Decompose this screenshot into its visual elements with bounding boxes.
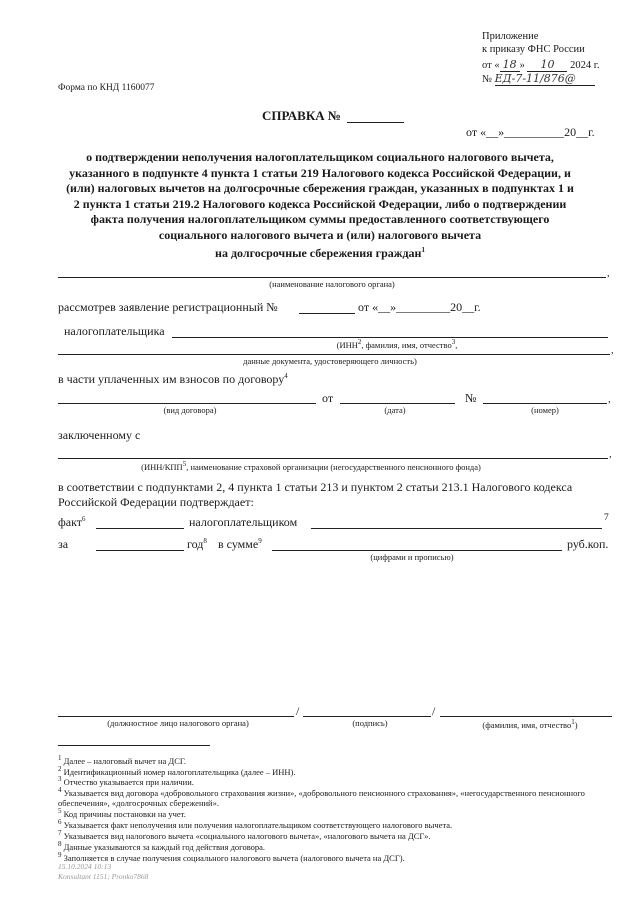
fn-ref-7: 7 [604, 513, 609, 523]
contract-number-field[interactable] [483, 403, 607, 404]
no-label: № [465, 391, 477, 405]
document-field[interactable] [58, 354, 610, 355]
fact-text: факт [58, 515, 83, 529]
sum-text: в сумме [218, 537, 259, 551]
sum-label [218, 537, 262, 552]
insurer-caption [136, 460, 486, 472]
fio-field[interactable] [440, 716, 612, 717]
comma: , [609, 449, 612, 460]
footnote-num: 8 [58, 840, 62, 848]
heading-line-2: указанного в подпункте 4 пункта 1 статьи 219 Налогового кодекса Российской Федерации, и [69, 165, 571, 180]
appendix-year: 2024 г. [570, 60, 600, 71]
amount-caption: (цифрами и прописью) [370, 552, 454, 562]
footnote-text: Отчество указывается при наличии. [63, 776, 194, 787]
footnote-num: 4 [58, 785, 62, 794]
appendix-number-prefix: № [482, 74, 493, 85]
appendix-month: 10 [540, 58, 555, 71]
fact-label [58, 515, 86, 530]
comma: , [607, 268, 610, 279]
document-caption: данные документа, удостоверяющего личность) [243, 356, 417, 366]
footnote-9 [58, 850, 618, 863]
footnote-num: 6 [58, 818, 62, 826]
comma: , [611, 345, 614, 356]
accordance-line-2: Российской Федерации подтверждает: [58, 495, 254, 509]
footnote-num: 7 [58, 829, 62, 837]
insurer-field[interactable] [58, 458, 608, 459]
year-field[interactable] [96, 550, 184, 551]
heading-line-6: социального налогового вычета и (или) налогового вычета [158, 227, 482, 242]
considered-label: рассмотрев заявление регистрационный № [58, 300, 278, 314]
footnote-separator [58, 745, 210, 746]
footnote-text: Код причины постановки на учет. [63, 808, 186, 819]
caption-comma: , [455, 339, 458, 350]
contract-type-caption: (вид договора) [163, 405, 217, 415]
deduction-type-field[interactable] [311, 528, 602, 529]
fn-ref-4: 4 [284, 372, 288, 380]
inn-fio-pre: (ИНН [336, 339, 358, 350]
tax-authority-field[interactable] [58, 277, 606, 278]
footnote-text: Заполняется в случае получения социального налогового вычета (налогового вычета на ДСГ). [63, 852, 405, 863]
heading-line-7-text: на долгосрочные сбережения граждан [215, 246, 422, 260]
signature-field[interactable] [303, 716, 431, 717]
appendix-line-4 [482, 72, 595, 86]
concluded-label: заключенному с [58, 428, 141, 442]
official-field[interactable] [58, 716, 294, 717]
registration-number-field[interactable] [299, 313, 355, 314]
year-label [187, 537, 207, 552]
fio-caption-text: (фамилия, имя, отчество [482, 719, 572, 730]
heading-line-4: 2 пункта 1 статьи 219.2 Налогового кодекса Российской Федерации, либо о подтверждении [73, 196, 567, 211]
footnote-text: Далее – налоговый вычет на ДСГ. [63, 755, 186, 766]
contributions-label [58, 372, 288, 387]
footnote-num: 5 [58, 807, 62, 815]
year-text: год [187, 537, 204, 551]
signature-caption: (подпись) [352, 718, 388, 728]
inn-fio-post: , фамилия, имя, отчество [361, 339, 452, 350]
inn-fio-caption [312, 338, 482, 350]
appendix-day: 18 [502, 58, 517, 71]
fn-ref-9: 9 [258, 537, 262, 545]
date-caption: (дата) [384, 405, 406, 415]
fio-caption-close: ) [574, 719, 578, 730]
footnote-4 [58, 785, 618, 809]
certificate-number-field[interactable] [347, 122, 404, 123]
fn-ref-1b: 1 [571, 718, 575, 726]
footnote-text: Указывается факт неполучения или получения налогоплательщиком соответствующего налогового вычета. [63, 819, 453, 830]
appendix-date-mid: » [519, 60, 525, 71]
heading-footnote-ref: 1 [421, 246, 425, 254]
fn-ref-6: 6 [82, 515, 86, 523]
number-caption: (номер) [531, 405, 559, 415]
contributions-text: в части уплаченных им взносов по договору [58, 372, 285, 386]
ot-label: от [322, 391, 334, 405]
contract-date-field[interactable] [340, 403, 455, 404]
heading-line-7 [0, 243, 640, 262]
inn-kpp-pre: (ИНН/КПП [141, 461, 183, 472]
certificate-title-text: СПРАВКА № [262, 108, 341, 123]
footnote-text: Данные указываются за каждый год действия договора. [63, 841, 266, 852]
comma: , [608, 394, 611, 405]
heading-line-1: о подтверждении неполучения налогоплательщиком социального налогового вычета, [86, 150, 554, 164]
fn-ref-2: 2 [357, 338, 362, 346]
taxpayer-instr-label: налогоплательщиком [189, 515, 298, 529]
appendix-line-2: к приказу ФНС России [482, 44, 585, 55]
print-stamp-2: Konsultant 1151; Pronko7868 [58, 872, 149, 881]
rub-label: руб.коп. [567, 537, 609, 551]
separator: / [296, 704, 300, 718]
footnote-text: Указывается вид договора «добровольного страхования жизни», «добровольного пенсионного страхования», «негосударственного пенсионного обеспечения», «долгосрочных сбережений». [58, 787, 585, 808]
certificate-title [262, 108, 341, 124]
inn-kpp-post: , наименование страховой организации (негосударственного пенсионного фонда) [186, 461, 481, 472]
appendix-date-prefix: от « [482, 60, 500, 71]
accordance-line-1: в соответствии с подпунктами 2, 4 пункта 1 статьи 213 и пунктом 2 статьи 213.1 Налогового кодекса [58, 480, 573, 494]
tax-authority-caption: (наименование налогового органа) [269, 279, 395, 289]
appendix-line-1: Приложение [482, 31, 539, 42]
footnote-text: Идентификационный номер налогоплательщика (далее – ИНН). [63, 766, 296, 777]
amount-field[interactable] [272, 550, 562, 551]
footnote-num: 3 [58, 775, 62, 783]
fact-field[interactable] [96, 528, 184, 529]
print-stamp-1: 15.10.2024 10:13 [58, 862, 112, 871]
appendix-line-3 [482, 58, 599, 72]
fn-ref-5: 5 [182, 460, 187, 468]
form-code: Форма по КНД 1160077 [58, 83, 155, 93]
taxpayer-label: налогоплательщика [64, 324, 165, 338]
footnote-num: 9 [58, 851, 62, 859]
heading-line-5: факта получения налогоплательщиком суммы предоставленного соответствующего [90, 212, 550, 226]
contract-type-field[interactable] [58, 403, 316, 404]
heading-line-3: (или) налоговых вычетов на долгосрочные сбережения граждан, указанных в подпунктах 1 и [66, 181, 574, 195]
footnote-num: 2 [58, 764, 62, 773]
considered-date: от «__»_________20__г. [358, 300, 481, 314]
fn-ref-8: 8 [203, 537, 207, 545]
fn-ref-3: 3 [451, 338, 456, 346]
footnote-num: 1 [58, 754, 62, 762]
footnote-text: Указывается вид налогового вычета «социального налогового вычета», «налогового вычета на ДСГ». [63, 830, 431, 841]
appendix-number: ЕД-7-11/876@ [494, 72, 576, 85]
separator: / [432, 704, 436, 718]
certificate-date: от «__»__________20__г. [466, 125, 595, 139]
official-caption: (должностное лицо налогового органа) [107, 718, 249, 728]
za-label: за [58, 537, 69, 551]
fio-caption [470, 718, 590, 730]
